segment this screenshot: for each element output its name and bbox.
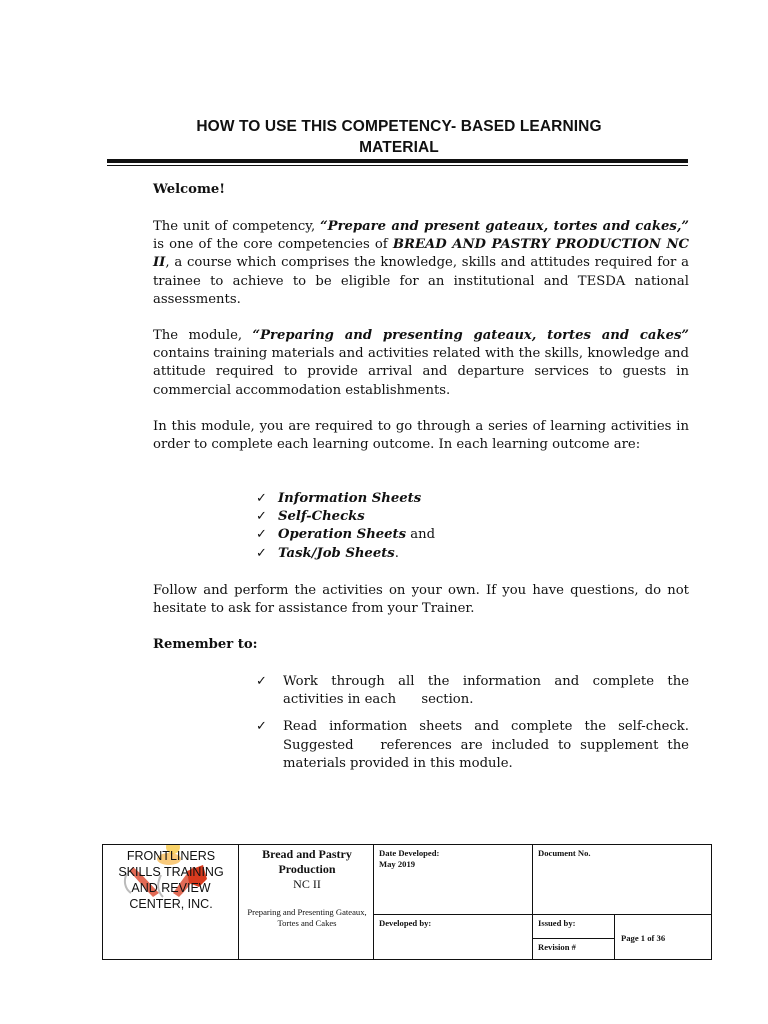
title-rule-thick bbox=[107, 159, 688, 163]
divider bbox=[532, 845, 533, 959]
intro-paragraph: The unit of competency, “Prepare and present gateaux, tortes and cakes,” is one of the core competencies of BREAD AND PASTRY PRODUCTION NC II, a course which comprises the knowledge, skills and attitudes required for a trainee to achieve to be eligible for an institutional and TESDA national assessments. bbox=[153, 219, 690, 307]
checkmark-icon: ✓ bbox=[256, 545, 267, 561]
revision-label: Revision # bbox=[538, 942, 576, 952]
checkmark-icon: ✓ bbox=[256, 491, 267, 506]
learning-outcome-checklist bbox=[256, 490, 556, 563]
checkmark-icon: ✓ bbox=[256, 509, 267, 525]
list-item: ✓ Self-Checks bbox=[256, 508, 556, 526]
divider bbox=[374, 914, 711, 915]
title-line-1: HOW TO USE THIS COMPETENCY- BASED LEARNING bbox=[196, 118, 602, 135]
checkmark-icon: ✓ bbox=[256, 674, 267, 689]
outcome-paragraph: In this module, you are required to go through a series of learning activities in order to complete each learning outcome. In each learning outcome are: bbox=[153, 419, 689, 453]
remember-heading: Remember to: bbox=[153, 637, 258, 652]
checkmark-icon: ✓ bbox=[256, 719, 267, 735]
title-rule-thin bbox=[107, 165, 688, 166]
date-developed-label: Date Developed: bbox=[379, 848, 440, 858]
remember-list bbox=[256, 673, 694, 782]
organization-name: FRONTLINERS SKILLS TRAINING AND REVIEW CENTER, INC. bbox=[118, 849, 224, 911]
welcome-text: Welcome! bbox=[153, 182, 226, 197]
divider bbox=[533, 938, 614, 939]
course-title: Bread and Pastry Production NC II bbox=[262, 847, 352, 891]
organization-logo-cell bbox=[103, 845, 239, 959]
list-item: ✓ Work through all the information and complete the activities in each section. bbox=[256, 674, 694, 708]
list-item: ✓ Information Sheets bbox=[256, 490, 556, 508]
list-item: ✓ Task/Job Sheets. bbox=[256, 545, 556, 563]
issued-by-label: Issued by: bbox=[538, 918, 576, 928]
instruction-paragraph: Follow and perform the activities on your own. If you have questions, do not hesitate to ask for assistance from your Trainer. bbox=[153, 583, 689, 617]
list-item: ✓ Operation Sheets and bbox=[256, 526, 556, 544]
page-number: Page 1 of 36 bbox=[621, 933, 666, 943]
module-paragraph: The module, “Preparing and presenting gateaux, tortes and cakes” contains training materials and activities related with the skills, knowledge and attitude required to provide arrival and departure services to guests in commercial accommodation establishments. bbox=[153, 328, 690, 398]
module-title: Preparing and Presenting Gateaux, Tortes and Cakes bbox=[247, 907, 367, 928]
title-line-2: MATERIAL bbox=[359, 139, 439, 156]
checkmark-icon: ✓ bbox=[256, 527, 267, 543]
document-title bbox=[150, 116, 648, 158]
developed-by-label: Developed by: bbox=[379, 918, 432, 928]
document-footer-table bbox=[102, 844, 712, 960]
list-item: ✓ Read information sheets and complete the self-check. Suggested references are included to supplement the materials provided in this module. bbox=[256, 719, 694, 771]
date-developed-value: May 2019 bbox=[379, 859, 416, 869]
document-number-label: Document No. bbox=[538, 848, 591, 858]
divider bbox=[614, 915, 615, 959]
